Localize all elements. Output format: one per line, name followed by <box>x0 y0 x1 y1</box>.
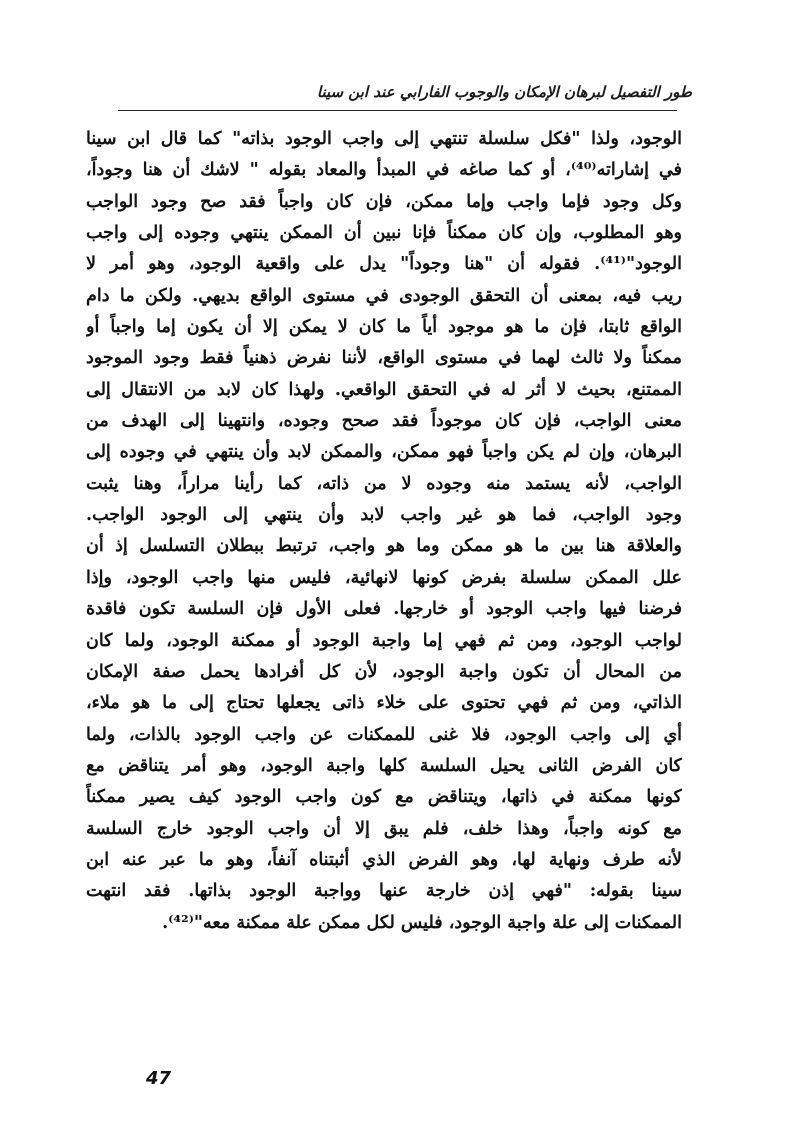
page-number: 47 <box>146 1068 172 1089</box>
body-line: علل الممكن سلسلة بفرض كونها لانهائية، فليس منها واجب الوجود، وإذا <box>86 567 682 588</box>
body-line: مع كونه واجباً، وهذا خلف، فلم يبق إلا أن واجب الوجود خارج السلسة <box>86 818 682 839</box>
body-line: الوجود، ولذا "فكل سلسلة تنتهي إلى واجب الوجود بذاته" كما قال ابن سينا <box>86 129 682 149</box>
body-line: فرضنا فيها واجب الوجود أو خارجها. فعلى الأول فإن السلسة تكون فاقدة <box>86 599 682 620</box>
body-line: الواجب، لأنه يستمد منه وجوده لا من ذاته، كما رأينا مراراً، وهنا يثبت <box>86 473 682 494</box>
body-line: أي إلى واجب الوجود، فلا غنى للممكنات عن واجب الوجود بالذات، ولما <box>86 724 682 745</box>
body-line: من المحال أن تكون واجبة الوجود، لأن كل أفرادها يحمل صفة الإمكان <box>86 661 682 682</box>
body-line: كونها ممكنة في ذاتها، ويتناقض مع كون واجب الوجود كيف يصير ممكناً <box>86 787 682 808</box>
body-text <box>86 124 682 939</box>
body-line: معنى الواجب، فإن كان موجوداً فقد صحح وجوده، وانتهينا إلى الهدف من <box>86 411 682 432</box>
body-line: وجود الواجب، فما هو غير واجب لابد وأن ينتهي إلى الوجود الواجب. <box>86 505 682 526</box>
body-line: في إشاراته⁽⁴⁰⁾، أو كما صاغه في المبدأ والمعاد بقوله " لاشك أن هنا وجوداً، <box>86 160 682 181</box>
body-line: الممتنع، بحيث لا أثر له في التحقق الواقعي. ولهذا كان لابد من الانتقال إلى <box>86 379 682 400</box>
body-line: لواجب الوجود، ومن ثم فهي إما واجبة الوجود أو ممكنة الوجود، ولما كان <box>86 630 682 651</box>
body-line: ممكناً ولا ثالث لهما في مستوى الواقع، لأننا نفرض ذهنياً فقط وجود الموجود <box>86 348 682 369</box>
body-line: ريب فيه، بمعنى أن التحقق الوجودى في مستوى الواقع بديهي. ولكن ما دام <box>86 285 682 306</box>
running-header: طور التفصيل لبرهان الإمكان والوجوب الفارابي عند ابن سينا <box>316 83 692 101</box>
body-line: الممكنات إلى علة واجبة الوجود، فليس لكل ممكن علة ممكنة معه"⁽⁴²⁾. <box>162 912 682 933</box>
body-line: والعلاقة هنا بين ما هو ممكن وما هو واجب، ترتبط ببطلان التسلسل إذ أن <box>86 536 682 557</box>
body-line: الوجود"⁽⁴¹⁾. فقوله أن "هنا وجوداً" يدل على واقعية الوجود، وهو أمر لا <box>86 254 682 275</box>
body-line: البرهان، وإن لم يكن واجباً فهو ممكن، والممكن لابد وأن ينتهي في وجوده إلى <box>86 442 682 463</box>
body-line: وكل وجود فإما واجب وإما ممكن، فإن كان واجباً فقد صح وجود الواجب <box>86 191 682 212</box>
body-line: الذاتي، ومن ثم فهي تحتوى على خلاء ذاتى يجعلها تحتاج إلى ما هو ملاء، <box>86 693 682 714</box>
body-line: كان الفرض الثانى يحيل السلسة كلها واجبة الوجود، وهو أمر يتناقض مع <box>86 755 682 776</box>
body-line: الواقع ثابتا، فإن ما هو موجود أياً ما كان لا يمكن إلا أن يكون إما واجباً أو <box>86 317 682 338</box>
body-line: لأنه طرف ونهاية لها، وهو الفرض الذي أثبتناه آنفاً، وهو ما عبر عنه ابن <box>86 849 682 870</box>
body-line: سينا بقوله: "فهي إذن خارجة عنها وواجبة الوجود بذاتها. فقد انتهت <box>86 881 682 902</box>
header-rule <box>118 110 677 111</box>
body-line: وهو المطلوب، وإن كان ممكناً فإنا نبين أن الممكن ينتهي وجوده إلى واجب <box>86 223 682 244</box>
